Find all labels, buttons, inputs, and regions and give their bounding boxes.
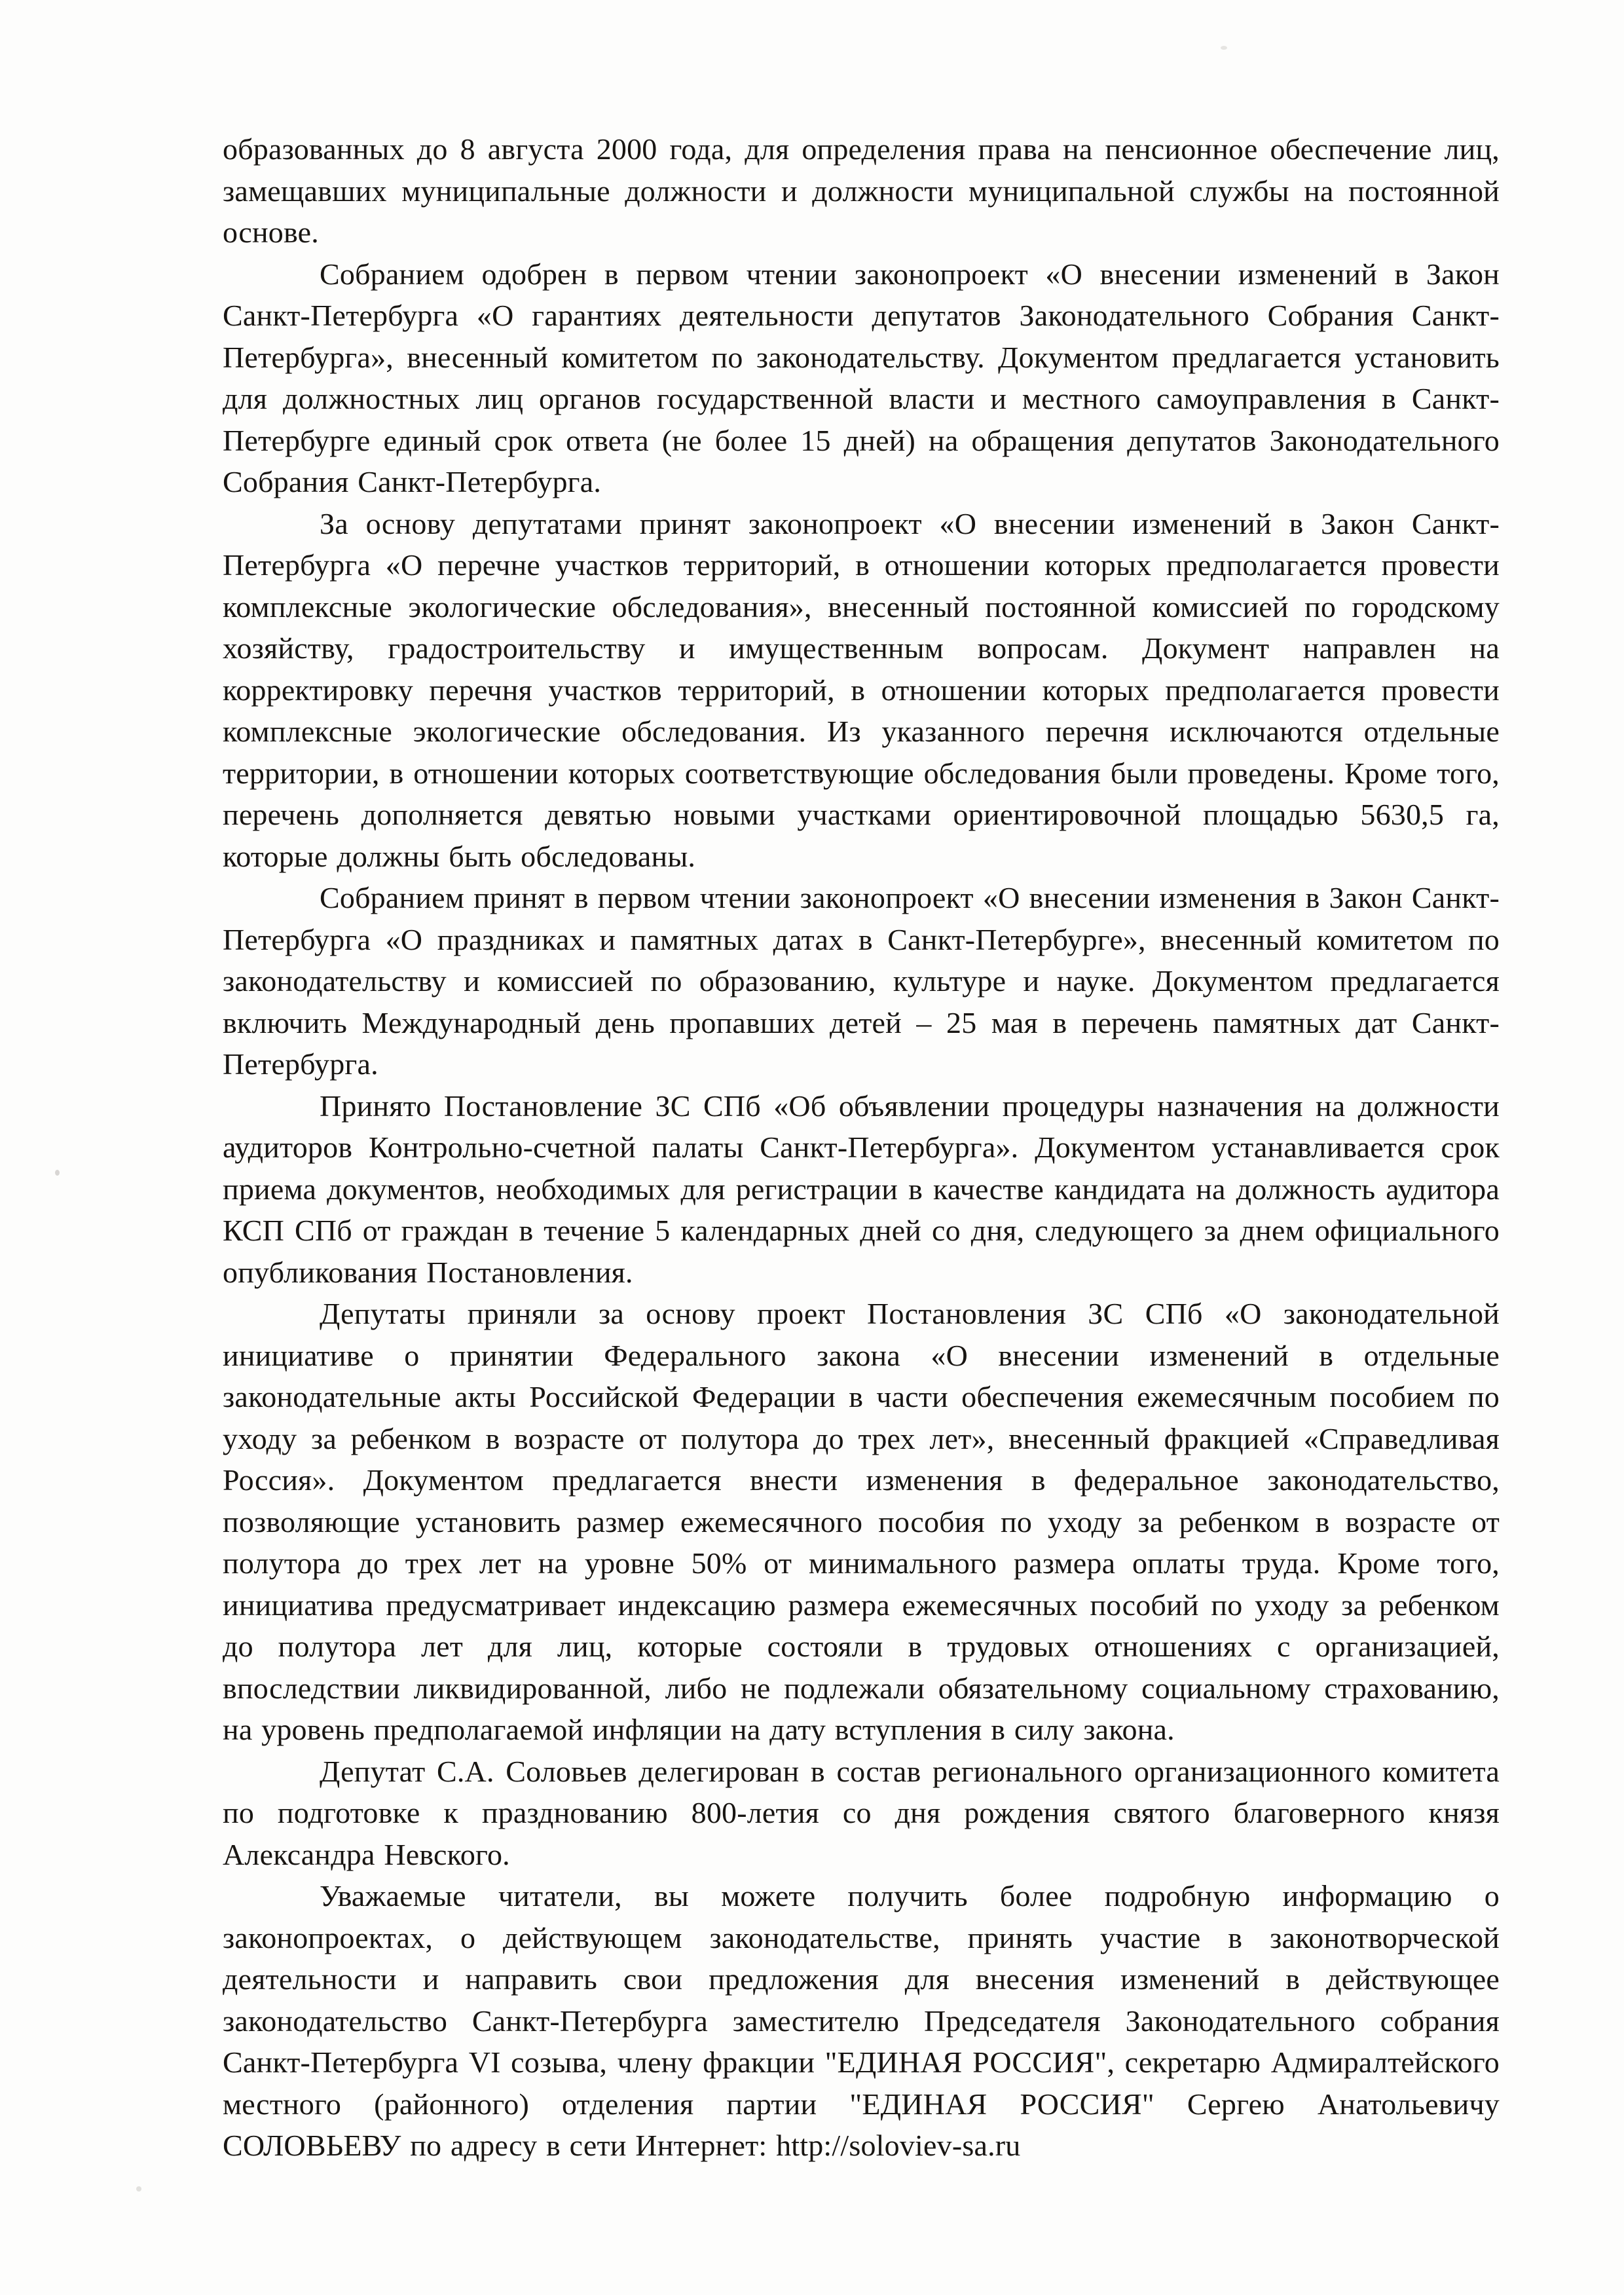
scan-speck: [55, 1170, 60, 1176]
scan-speck: [1221, 46, 1227, 50]
paragraph-readers-contact-info: Уважаемые читатели, вы можете получить более подробную информацию о законопроектах, о действующем законодательстве, принять участие в законотворческой деятельности и направить свои предложения для внесения изменений в действующее законодательство Санкт-Петербурга заместителю Председателя Законодательного собрания Санкт-Петербурга VI созыва, члену фракции "ЕДИНАЯ РОССИЯ", секретарю Адмиралтейского местного (районного) отделения партии "ЕДИНАЯ РОССИЯ" Сергею Анатольевичу СОЛОВЬЕВУ по адресу в сети Интернет: http://soloviev-sa.ru: [223, 1879, 1500, 2162]
paragraph-soloviev-delegation: Депутат С.А. Соловьев делегирован в состав регионального организационного комитета по подготовке к празднованию 800-летия со дня рождения святого благоверного князя Александра Невского.: [223, 1754, 1500, 1871]
scan-speck: [136, 2186, 141, 2192]
paragraph-auditors-resolution: Принято Постановление ЗС СПб «Об объявлении процедуры назначения на должности аудиторов Контрольно-счетной палаты Санкт-Петербурга». Документом устанавливается срок приема документов, необходимых для регистрации в качестве кандидата на должность аудитора КСП СПб от граждан в течение 5 календарных дней со дня, следующего за днем официального опубликования Постановления.: [223, 1089, 1500, 1289]
document-body: [223, 128, 1500, 2167]
paragraph-ecological-survey-bill: За основу депутатами принят законопроект «О внесении изменений в Закон Санкт-Петербурга «О перечне участков территорий, в отношении которых предполагается провести комплексные экологические обследования», внесенный постоянной комиссией по городскому хозяйству, градостроительству и имущественным вопросам. Документ направлен на корректировку перечня участков территорий, в отношении которых предполагается провести комплексные экологические обследования. Из указанного перечня исключаются отдельные территории, в отношении которых соответствующие обследования были проведены. Кроме того, перечень дополняется девятью новыми участками ориентировочной площадью 5630,5 га, которые должны быть обследованы.: [223, 506, 1500, 873]
paragraph-memorable-dates-bill: Собранием принят в первом чтении законопроект «О внесении изменения в Закон Санкт-Петербурга «О праздниках и памятных датах в Санкт-Петербурге», внесенный комитетом по законодательству и комиссией по образованию, культуре и науке. Документом предлагается включить Международный день пропавших детей – 25 мая в перечень памятных дат Санкт-Петербурга.: [223, 881, 1500, 1081]
paragraph-deputies-guarantees-bill: Собранием одобрен в первом чтении законопроект «О внесении изменений в Закон Санкт-Петербурга «О гарантиях деятельности депутатов Законодательного Собрания Санкт-Петербурга», внесенный комитетом по законодательству. Документом предлагается установить для должностных лиц органов государственной власти и местного самоуправления в Санкт-Петербурге единый срок ответа (не более 15 дней) на обращения депутатов Законодательного Собрания Санкт-Петербурга.: [223, 257, 1500, 498]
paragraph-child-allowance-initiative: Депутаты приняли за основу проект Постановления ЗС СПб «О законодательной инициативе о принятии Федерального закона «О внесении изменений в отдельные законодательные акты Российской Федерации в части обеспечения ежемесячным пособием по уходу за ребенком в возрасте от полутора до трех лет», внесенный фракцией «Справедливая Россия». Документом предлагается внести изменения в федеральное законодательство, позволяющие установить размер ежемесячного пособия по уходу за ребенком в возрасте от полутора до трех лет на уровне 50% от минимального размера оплаты труда. Кроме того, инициатива предусматривает индексацию размера ежемесячных пособий по уходу за ребенком до полутора лет для лиц, которые состояли в трудовых отношениях с организацией, впоследствии ликвидированной, либо не подлежали обязательному социальному страхованию, на уровень предполагаемой инфляции на дату вступления в силу закона.: [223, 1297, 1500, 1746]
paragraph-continuation-pension: образованных до 8 августа 2000 года, для определения права на пенсионное обеспечение лиц, замещавших муниципальные должности и должности муниципальной службы на постоянной основе.: [223, 132, 1500, 249]
